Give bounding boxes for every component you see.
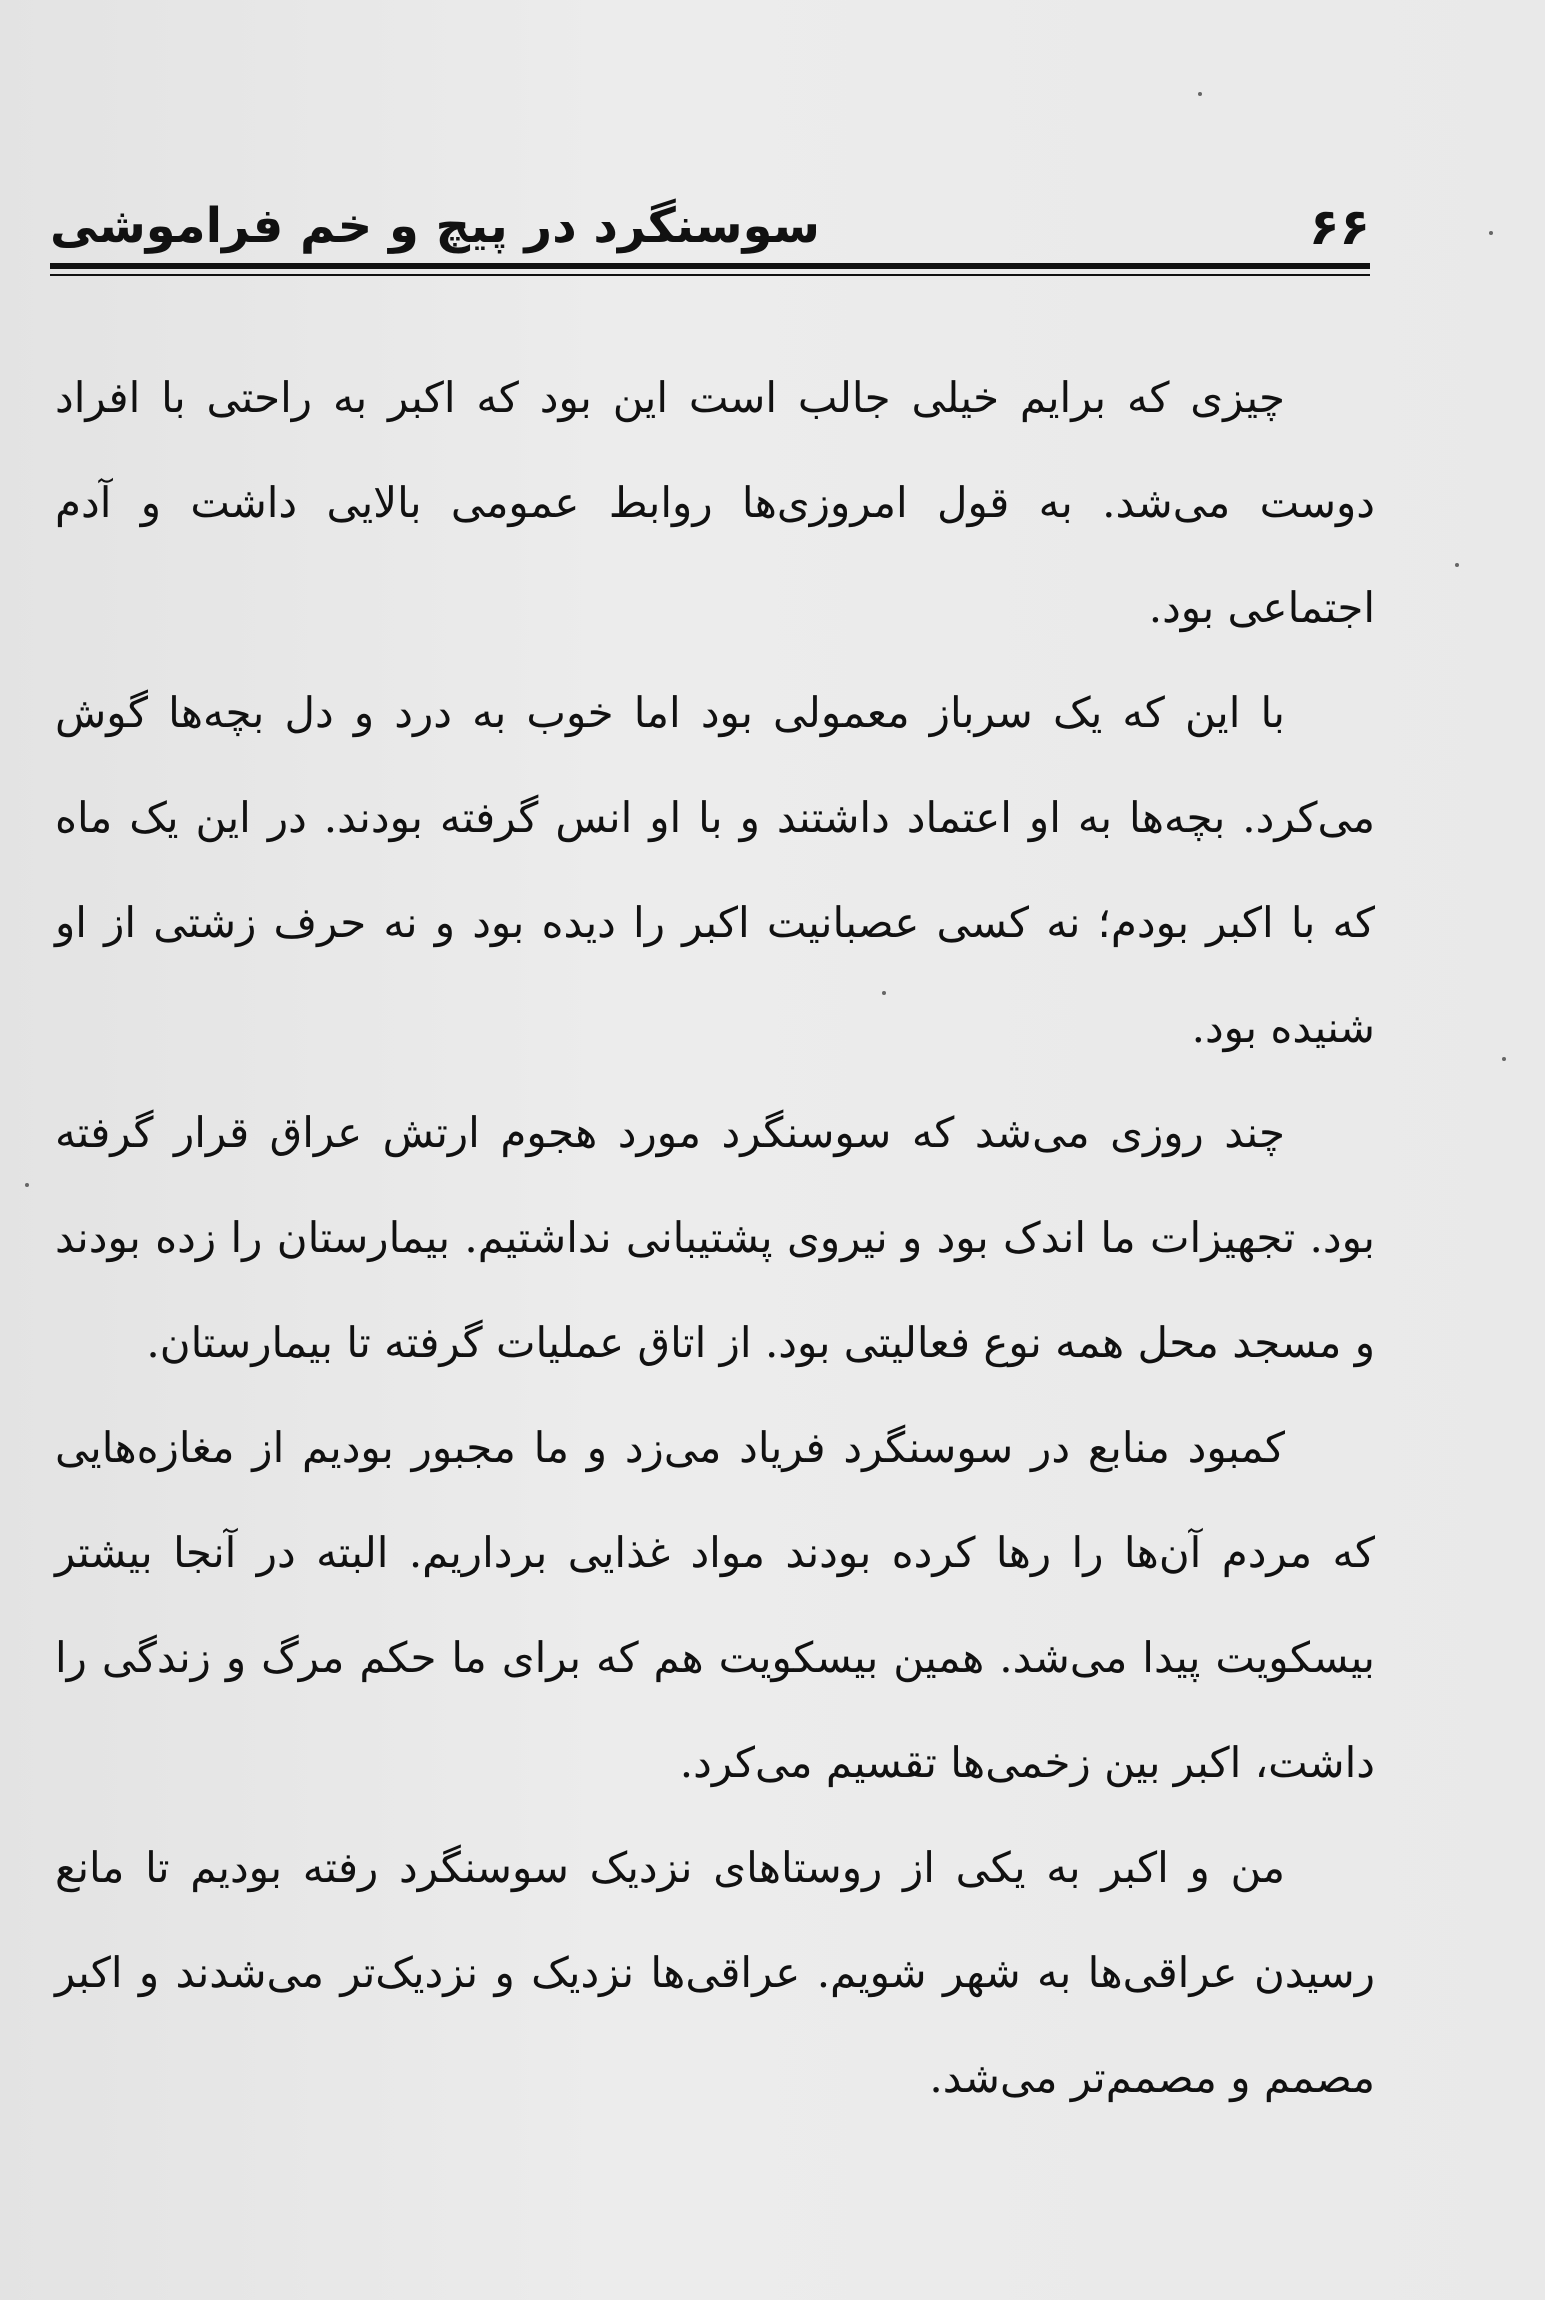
running-title: سوسنگرد در پیچ و خم فراموشی (50, 198, 820, 254)
page-header (50, 188, 1370, 268)
paragraph-5: من و اکبر به یکی از روستاهای نزدیک سوسنگرد رفته بودیم تا مانع رسیدن عراقی‌ها به شهر شویم. عراقی‌ها نزدیک و نزدیک‌تر می‌شدند و اکبر مصمم و مصمم‌تر می‌شد. (55, 1843, 1375, 2102)
paper-speck (1198, 92, 1202, 96)
paragraph-1: چیزی که برایم خیلی جالب است این بود که اکبر به راحتی با افراد دوست می‌شد. به قول امروزی‌ها روابط عمومی بالایی داشت و آدم اجتماعی بود. (55, 373, 1375, 632)
paragraph-3: چند روزی می‌شد که سوسنگرد مورد هجوم ارتش عراق قرار گرفته بود. تجهیزات ما اندک بود و نیروی پشتیبانی نداشتیم. بیمارستان را زده بودند و مسجد محل همه نوع فعالیتی بود. از اتاق عملیات گرفته تا بیمارستان. (55, 1108, 1375, 1367)
header-rule-thin (50, 274, 1370, 276)
paper-speck (1489, 231, 1493, 235)
body-text (55, 345, 1375, 2130)
paper-speck (1502, 1057, 1506, 1061)
paragraph-2: با این که یک سرباز معمولی بود اما خوب به درد و دل بچه‌ها گوش می‌کرد. بچه‌ها به او اعتماد داشتند و با او انس گرفته بودند. در این یک ماه که با اکبر بودم؛ نه کسی عصبانیت اکبر را دیده بود و نه حرف زشتی از او شنیده بود. (55, 688, 1375, 1052)
paragraph-4: کمبود منابع در سوسنگرد فریاد می‌زد و ما مجبور بودیم از مغازه‌هایی که مردم آن‌ها را رها کرده بودند مواد غذایی برداریم. البته در آنجا بیشتر بیسکویت پیدا می‌شد. همین بیسکویت هم که برای ما حکم مرگ و زندگی را داشت، اکبر بین زخمی‌ها تقسیم می‌کرد. (55, 1423, 1375, 1787)
paper-speck (25, 1183, 29, 1187)
paper-speck (1455, 563, 1459, 567)
header-rule-thick (50, 263, 1370, 269)
page-number: ۶۶ (1308, 198, 1370, 256)
